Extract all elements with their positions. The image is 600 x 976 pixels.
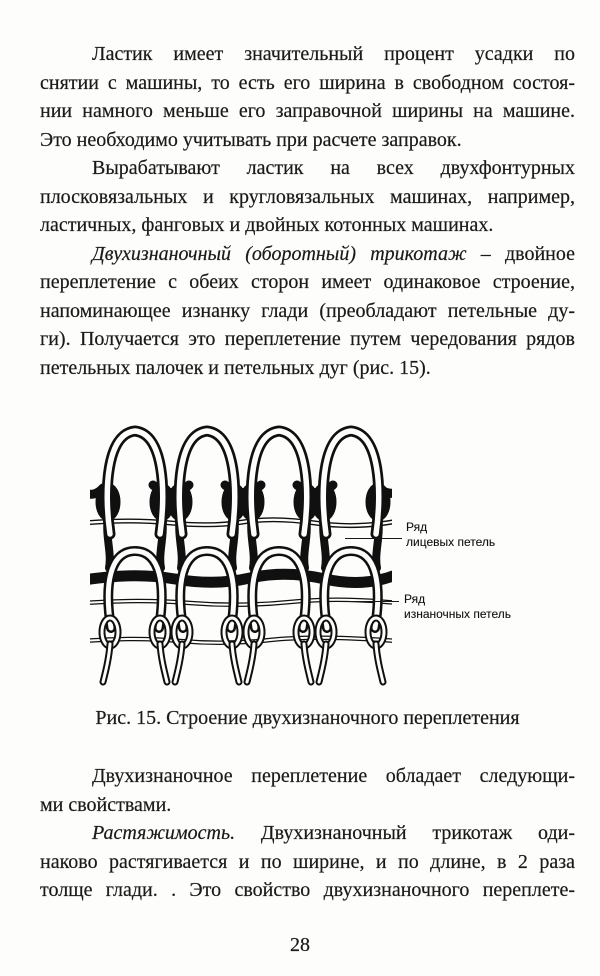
knit-diagram-drawing (90, 422, 392, 690)
text-segment: – двойное (466, 242, 575, 265)
text-line (40, 819, 575, 848)
text-line: нии намного меньше его заправочной ширины на машине. (40, 100, 575, 122)
body-text-upper (40, 0, 575, 382)
text-line: толще глади. . Это свойство двухизнаночного переплете- (40, 879, 575, 901)
term-italic: Растяжимость. (92, 822, 236, 844)
text-line: плосковязальных и кругловязальных машинах, например, (40, 185, 575, 208)
text-line: снятии с машины, то есть его ширина в свободном состоя- (40, 71, 575, 94)
text-line (40, 240, 575, 269)
term-italic: Двухизнаночный (оборотный) трикотаж (92, 242, 467, 265)
paragraph-lastic-shrinkage (40, 40, 575, 154)
figure-label-line: изнаночных петель (404, 607, 512, 621)
text-line: наково растягивается и по ширине, и по длине, в 2 раза (40, 850, 575, 873)
text-segment: Двухизнаночный трикотаж оди- (235, 822, 575, 844)
text-line: напоминающее изнанку глади (преобладают петельные ду- (40, 299, 575, 322)
text-line: ги). Получается это переплетение путем чередования рядов (40, 328, 575, 350)
figure-label-line: лицевых петель (406, 535, 496, 549)
text-line: переплетение с обеих сторон имеет одинаковое строение, (40, 271, 575, 293)
text-line: ластичных, фанговых и двойных котонных машинах. (40, 214, 494, 236)
figure-label-face-row (406, 520, 495, 550)
figure-label-line: Ряд (404, 592, 426, 606)
figure-label-purl-row (404, 592, 511, 622)
figure-label-line: Ряд (406, 520, 428, 534)
figure-caption: Рис. 15. Строение двухизнаночного переплетения (95, 707, 520, 729)
paragraph-properties-intro (40, 762, 575, 819)
text-line: Двухизнаночное переплетение обладает следующи- (92, 765, 575, 787)
body-text-lower (40, 762, 575, 905)
text-line: петельных палочек и петельных дуг (рис. 15). (40, 356, 431, 379)
text-line: Вырабатывают ластик на всех двухфонтурных (92, 157, 575, 179)
text-line: Ластик имеет значительный процент усадки по (92, 43, 575, 65)
text-line: Это необходимо учитывать при расчете заправок. (40, 128, 462, 151)
knit-structure-figure (0, 414, 600, 690)
pointer-line-face-row (345, 538, 402, 539)
paragraph-stretchability (40, 819, 575, 905)
paragraph-purl-knit-definition (40, 240, 575, 383)
text-line: ми свойствами. (40, 793, 172, 816)
page-number: 28 (290, 933, 310, 956)
paragraph-lastic-machines (40, 154, 575, 240)
pointer-line-purl-row (347, 601, 399, 602)
